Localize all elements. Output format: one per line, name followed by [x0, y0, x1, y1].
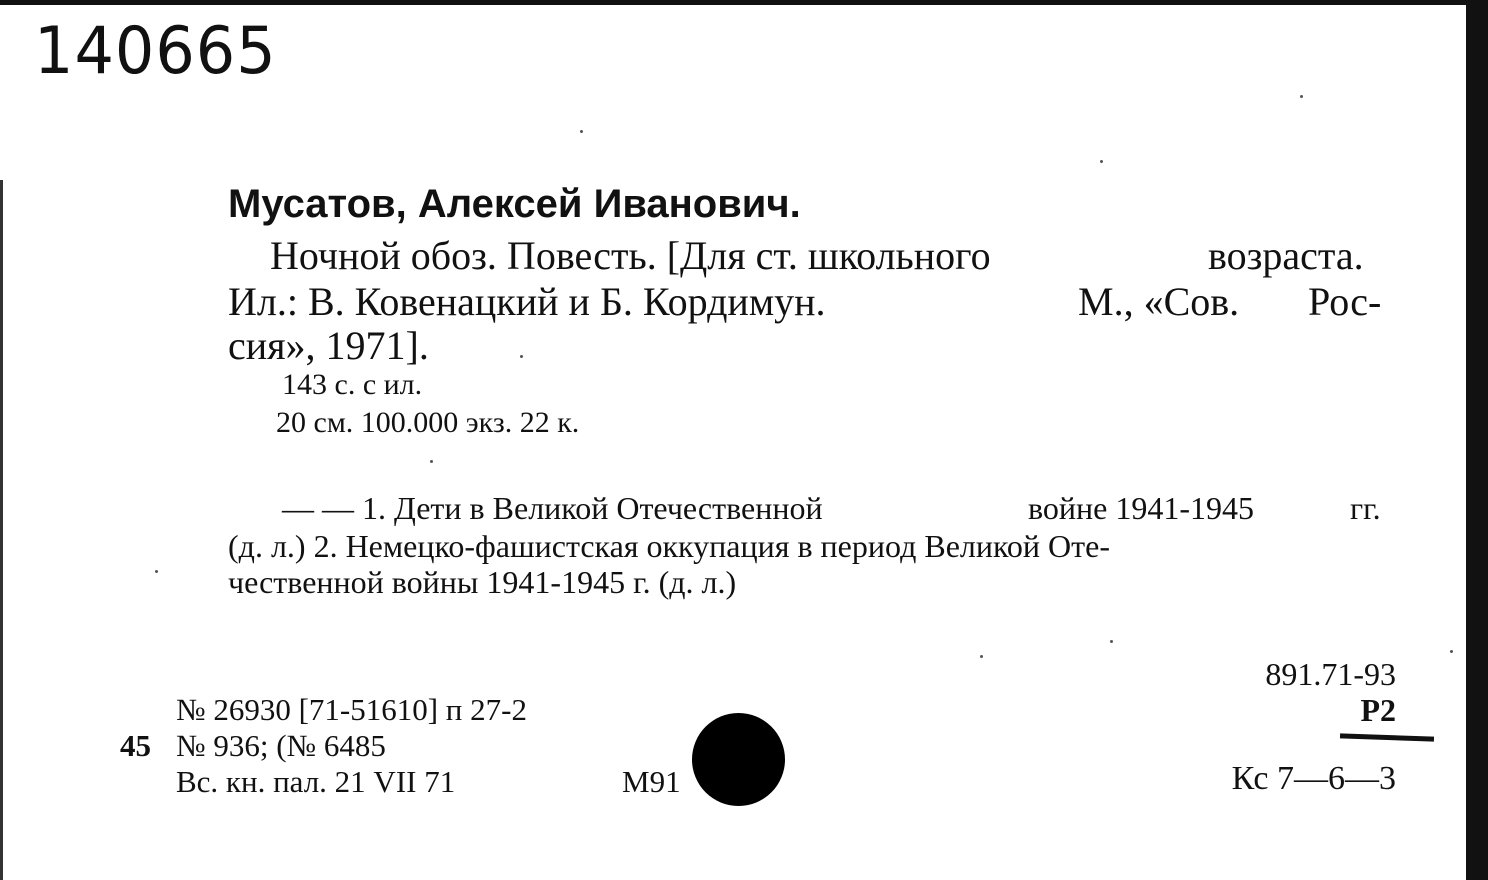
- card-right-edge: [1466, 0, 1488, 880]
- scan-speck: [1100, 160, 1103, 163]
- scan-speck: [520, 355, 523, 358]
- author-heading: Мусатов, Алексей Иванович.: [228, 182, 801, 226]
- scan-speck: [430, 460, 433, 463]
- size-print-info: 20 см. 100.000 экз. 22 к.: [276, 406, 580, 439]
- subject-line-1-mid: войне 1941-1945: [1028, 490, 1254, 526]
- scan-speck: [1110, 640, 1113, 643]
- handwritten-number: 140665: [34, 12, 277, 89]
- subject-line-1: — — 1. Дети в Великой Отечественной: [282, 490, 823, 526]
- scan-speck: [1300, 95, 1303, 98]
- scan-speck: [580, 130, 583, 133]
- subject-line-2: (д. л.) 2. Немецко-фашистская оккупация в период Великой Оте-: [228, 528, 1110, 564]
- title-line-3: сия», 1971].: [228, 323, 429, 368]
- subject-line-1-end: гг.: [1350, 490, 1381, 526]
- title-line-1: Ночной обоз. Повесть. [Для ст. школьного: [270, 233, 991, 278]
- bbk-code: Р2: [1360, 692, 1396, 728]
- author-sign-code: Кс 7—6—3: [1231, 760, 1396, 797]
- title-line-2-end: Рос-: [1308, 279, 1382, 324]
- handwritten-underline: [1340, 733, 1434, 741]
- punch-hole: [692, 713, 785, 806]
- scan-speck: [155, 570, 158, 573]
- scan-speck: [980, 655, 983, 658]
- registration-line-1: № 26930 [71-51610] п 27-2: [176, 692, 527, 727]
- registration-line-3-code: М91: [622, 764, 681, 799]
- registration-line-2-number: 45: [120, 728, 151, 763]
- scan-speck: [1450, 650, 1453, 653]
- subject-line-3: чественной войны 1941-1945 г. (д. л.): [228, 564, 737, 600]
- registration-line-2: № 936; (№ 6485: [176, 728, 386, 763]
- card-top-edge: [0, 0, 1488, 5]
- title-line-1-end: возраста.: [1208, 233, 1364, 278]
- pages-info: 143 с. с ил.: [282, 368, 423, 401]
- udc-code: 891.71-93: [1265, 656, 1396, 692]
- card-left-edge: [0, 180, 3, 880]
- title-line-2: Ил.: В. Ковенацкий и Б. Кордимун.: [228, 279, 826, 324]
- title-line-2-publisher: М., «Сов.: [1078, 279, 1240, 324]
- registration-line-3: Вс. кн. пал. 21 VII 71: [176, 764, 456, 799]
